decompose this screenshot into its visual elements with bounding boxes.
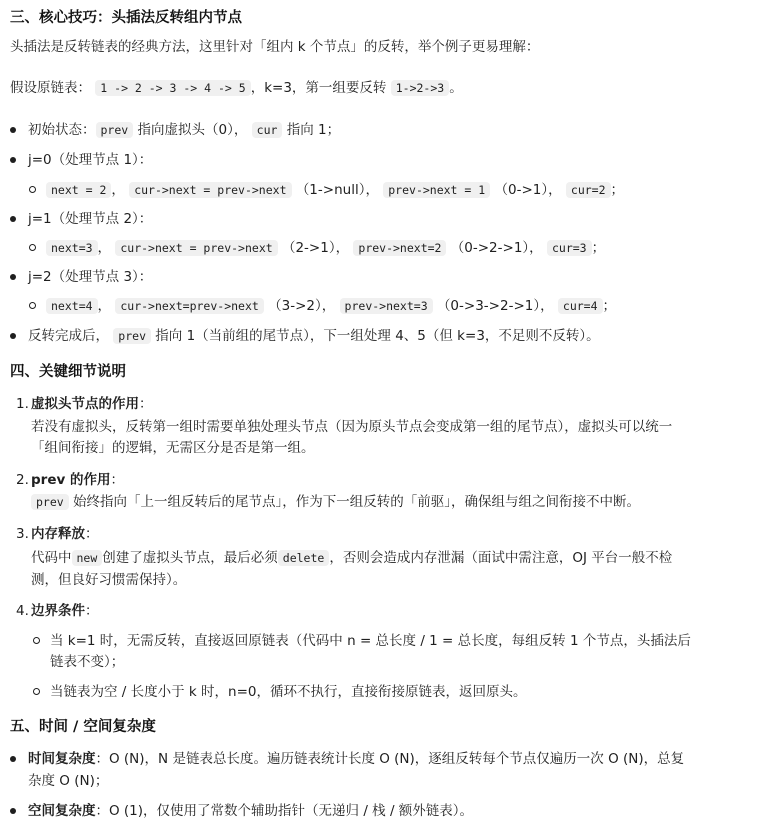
text: ； xyxy=(591,240,606,256)
bold-text: 边界条件 xyxy=(31,603,85,619)
text: ： xyxy=(110,472,124,488)
text: （2->1）， xyxy=(281,240,350,256)
code: delete xyxy=(278,550,330,566)
text: ，否则会造成内存泄漏（面试中需注意，OJ 平台一般不检 xyxy=(329,550,673,566)
item-3-heading xyxy=(31,524,99,544)
item-4-sub-1-line2: 链表不变）； xyxy=(50,654,125,670)
sub-item-j1 xyxy=(46,238,605,258)
code: cur->next = prev->next xyxy=(115,240,277,256)
text: 指向虚拟头（0）， xyxy=(137,122,248,138)
example-code-list: 1 -> 2 -> 3 -> 4 -> 5 xyxy=(95,80,250,96)
bold-text: 内存释放 xyxy=(31,526,85,542)
circle-bullet-icon xyxy=(29,244,36,251)
bold-text: 时间复杂度 xyxy=(28,751,96,767)
text: （0->2->1）， xyxy=(450,240,543,256)
bold-text: prev 的作用 xyxy=(31,472,111,488)
bullet-icon xyxy=(10,333,16,339)
text: ： xyxy=(85,603,99,619)
list-item-j1: j=1（处理节点 2）： xyxy=(28,211,153,227)
text: ， xyxy=(97,298,112,314)
example-code-group: 1->2->3 xyxy=(391,80,449,96)
item-4-heading xyxy=(31,601,99,621)
item-2-line1 xyxy=(31,492,640,512)
text: 创建了虚拟头节点，最后必须 xyxy=(102,550,278,566)
time-complexity-line2: 杂度 O (N)； xyxy=(28,773,109,789)
text: ； xyxy=(610,182,625,198)
circle-bullet-icon xyxy=(33,688,40,695)
text: ： xyxy=(139,396,153,412)
list-item-j0: j=0（处理节点 1）： xyxy=(28,152,153,168)
text: ：O (1)，仅使用了常数个辅助指针（无递归 / 栈 / 额外链表）。 xyxy=(95,803,474,819)
code: cur xyxy=(252,122,283,138)
bullet-icon xyxy=(10,274,16,280)
list-number: 3. xyxy=(16,526,29,542)
list-item-done xyxy=(28,326,600,346)
bold-text: 虚拟头节点的作用 xyxy=(31,396,139,412)
code: prev xyxy=(96,122,134,138)
code: prev xyxy=(113,328,151,344)
item-3-line2: 测，但良好习惯需保持）。 xyxy=(31,572,187,588)
list-number: 1. xyxy=(16,396,29,412)
section-3-title: 三、核心技巧：头插法反转组内节点 xyxy=(10,10,242,26)
text: （0->3->2->1）， xyxy=(436,298,554,314)
code: cur->next = prev->next xyxy=(129,182,291,198)
section-5-title: 五、时间 / 空间复杂度 xyxy=(10,719,156,735)
example-mid-text: ，k=3，第一组要反转 xyxy=(250,80,387,96)
code: next=3 xyxy=(46,240,98,256)
code: prev->next=2 xyxy=(353,240,446,256)
text: ； xyxy=(602,298,617,314)
example-pre-text: 假设原链表： xyxy=(10,80,91,96)
code: cur=4 xyxy=(558,298,603,314)
code: new xyxy=(72,550,103,566)
text: ， xyxy=(111,182,125,198)
sub-item-j0 xyxy=(46,180,624,200)
list-number: 2. xyxy=(16,472,29,488)
bullet-icon xyxy=(10,756,16,762)
text: （1->null）， xyxy=(295,182,379,198)
text: （3->2）， xyxy=(268,298,336,314)
code: cur=3 xyxy=(547,240,592,256)
text: （0->1）， xyxy=(494,182,562,198)
bullet-icon xyxy=(10,808,16,814)
item-1-line2: 「组间衔接」的逻辑，无需区分是否是第一组。 xyxy=(31,440,315,456)
sub-item-j2 xyxy=(46,296,616,316)
code: prev->next=3 xyxy=(340,298,433,314)
bullet-icon xyxy=(10,216,16,222)
text: ： xyxy=(85,526,99,542)
list-item-j2: j=2（处理节点 3）： xyxy=(28,269,153,285)
circle-bullet-icon xyxy=(33,637,40,644)
code: prev xyxy=(31,494,69,510)
code: prev->next = 1 xyxy=(383,182,490,198)
text: ， xyxy=(97,240,112,256)
circle-bullet-icon xyxy=(29,302,36,309)
bullet-icon xyxy=(10,127,16,133)
bullet-icon xyxy=(10,157,16,163)
list-item-init xyxy=(28,120,340,140)
code: next = 2 xyxy=(46,182,111,198)
bold-text: 空间复杂度 xyxy=(28,803,96,819)
code: cur->next=prev->next xyxy=(115,298,263,314)
circle-bullet-icon xyxy=(29,186,36,193)
item-1-heading xyxy=(31,394,153,414)
code: cur=2 xyxy=(566,182,611,198)
text: 指向 1（当前组的尾节点），下一组处理 4、5（但 k=3，不足则不反转）。 xyxy=(155,328,600,344)
list-number: 4. xyxy=(16,603,29,619)
item-2-heading xyxy=(31,470,124,490)
text: 反转完成后， xyxy=(28,328,109,344)
example-paragraph xyxy=(10,78,463,98)
space-complexity xyxy=(28,801,473,821)
code: next=4 xyxy=(46,298,98,314)
text: 始终指向「上一组反转后的尾节点」，作为下一组反转的「前驱」，确保组与组之间衔接不中断。 xyxy=(73,494,640,510)
time-complexity-line1 xyxy=(28,749,684,769)
example-post-text: 。 xyxy=(449,80,463,96)
text: 初始状态： xyxy=(28,122,96,138)
text: ：O (N)，N 是链表总长度。遍历链表统计长度 O (N)，逐组反转每个节点仅遍历一次 O (N)，总复 xyxy=(95,751,685,767)
section-3-intro: 头插法是反转链表的经典方法，这里针对「组内 k 个节点」的反转，举个例子更易理解： xyxy=(10,39,540,55)
text: 指向 1； xyxy=(286,122,341,138)
item-4-sub-2: 当链表为空 / 长度小于 k 时，n=0，循环不执行，直接衔接原链表，返回原头。 xyxy=(50,684,527,700)
item-3-line1 xyxy=(31,548,672,568)
item-1-line1: 若没有虚拟头，反转第一组时需要单独处理头节点（因为原头节点会变成第一组的尾节点），虚拟头可以统一 xyxy=(31,419,673,435)
text: 代码中 xyxy=(31,550,72,566)
item-4-sub-1-line1: 当 k=1 时，无需反转，直接返回原链表（代码中 n = 总长度 / 1 = 总长度，每组反转 1 个节点，头插法后 xyxy=(50,633,691,649)
section-4-title: 四、关键细节说明 xyxy=(10,364,126,380)
